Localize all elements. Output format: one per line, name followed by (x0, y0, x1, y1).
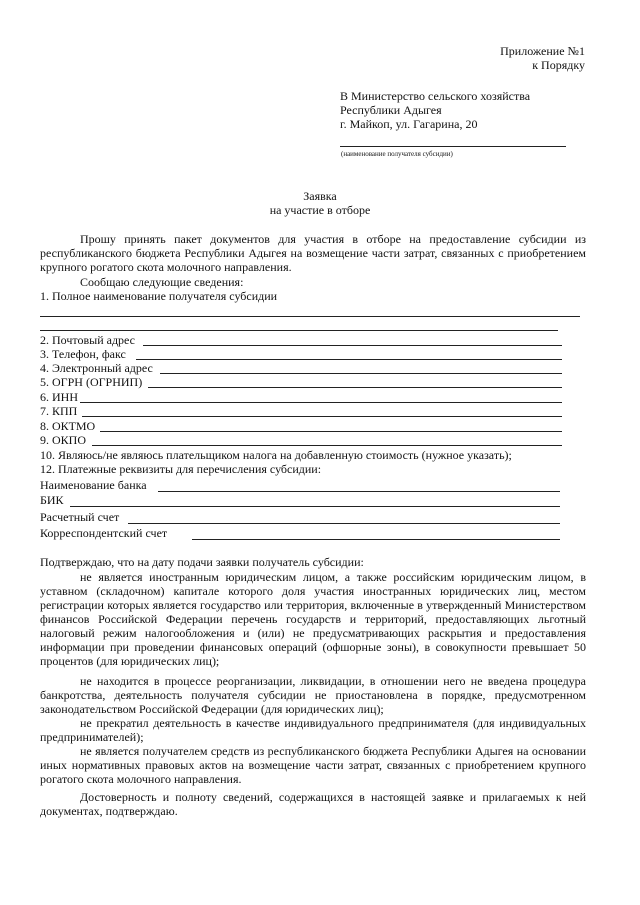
bank-name-line[interactable] (158, 491, 560, 492)
request-paragraph: Прошу принять пакет документов для участия в отборе на предоставление субсидии из республиканского бюджета Республики Адыгея на возмещение части затрат, связанных с приобретением крупного рогатого скота молочного направления. (40, 232, 586, 274)
postal-address-line[interactable] (143, 345, 562, 346)
recipient-caption: (наименование получателя субсидии) (341, 150, 453, 158)
appendix-number: Приложение №1 (500, 44, 585, 58)
confirm-lead: Подтверждаю, что на дату подачи заявки получатель субсидии: (40, 555, 364, 569)
document-subtitle: на участие в отборе (269, 203, 371, 217)
field-okpo (40, 433, 86, 447)
field-oktmo-label: 8. ОКТМО (40, 419, 96, 433)
addressee-line-1: В Министерство сельского хозяйства (340, 89, 531, 103)
field-inn (40, 390, 78, 404)
addressee-block (340, 89, 530, 131)
confirm-paragraph-3: не прекратил деятельность в качестве индивидуального предпринимателя (для индивидуальных предпринимателей); (40, 716, 586, 744)
field-account (40, 510, 119, 524)
field-postal-address-label: 2. Почтовый адрес (40, 333, 136, 347)
confirm-paragraph-5: Достоверность и полноту сведений, содержащихся в настоящей заявке и прилагаемых к ней документах, подтверждаю. (40, 790, 586, 818)
okpo-line[interactable] (92, 445, 562, 446)
field-phone (40, 347, 126, 361)
bik-line[interactable] (70, 506, 560, 507)
field-email-label: 4. Электронный адрес (40, 361, 153, 375)
account-line[interactable] (128, 523, 560, 524)
kpp-line[interactable] (82, 416, 562, 417)
field-corr-account (40, 526, 167, 540)
field-account-label: Расчетный счет (40, 510, 120, 524)
field-phone-label: 3. Телефон, факс (40, 347, 126, 361)
field-payment-details (40, 462, 321, 476)
info-lead: Сообщаю следующие сведения: (80, 275, 244, 289)
addressee-line-3: г. Майкоп, ул. Гагарина, 20 (340, 117, 478, 131)
ogrn-line[interactable] (148, 387, 562, 388)
phone-line[interactable] (136, 359, 562, 360)
field-full-name (40, 289, 277, 303)
corr-account-line[interactable] (192, 539, 560, 540)
field-okpo-label: 9. ОКПО (40, 433, 87, 447)
field-ogrn-label: 5. ОГРН (ОГРНИП) (40, 375, 143, 389)
full-name-line-1[interactable] (40, 316, 580, 317)
field-oktmo (40, 419, 95, 433)
oktmo-line[interactable] (100, 431, 562, 432)
field-payment-details-label: 12. Платежные реквизиты для перечисления субсидии: (40, 462, 322, 476)
confirm-paragraph-4: не является получателем средств из республиканского бюджета Республики Адыгея на основании иных нормативных правовых актов на возмещение части затрат, связанных с приобретением крупного рогатого скота молочного направления. (40, 744, 586, 786)
field-vat-status-label: 10. Являюсь/не являюсь плательщиком налога на добавленную стоимость (нужное указать); (40, 448, 512, 462)
addressee-line-2: Республики Адыгея (340, 103, 442, 117)
appendix-block (500, 44, 585, 72)
full-name-line-2[interactable] (40, 330, 558, 331)
field-kpp (40, 404, 77, 418)
inn-line[interactable] (80, 402, 562, 403)
field-bank-name-label: Наименование банка (40, 478, 147, 492)
field-email (40, 361, 153, 375)
field-vat-status (40, 448, 512, 462)
field-bik-label: БИК (40, 493, 64, 507)
field-inn-label: 6. ИНН (40, 390, 78, 404)
field-ogrn (40, 375, 142, 389)
field-bik (40, 493, 64, 507)
field-full-name-label: 1. Полное наименование получателя субсидии (40, 289, 278, 303)
recipient-name-line[interactable] (340, 146, 566, 147)
field-kpp-label: 7. КПП (40, 404, 78, 418)
confirm-paragraph-1: не является иностранным юридическим лицом, а также российским юридическим лицом, в уставном (складочном) капитале которого доля участия иностранных юридических лиц, местом регистрации которых является государство или территория, включенные в утвержденный Министерством финансов Российской Федерации перечень государств и территорий, предоставляющих льготный налоговый режим налогообложения и (или) не предусматривающих раскрытия и предоставления информации при проведении финансовых операций (офшорные зоны), в совокупности превышает 50 процентов (для юридических лиц); (40, 570, 586, 668)
appendix-reference: к Порядку (532, 58, 585, 72)
field-postal-address (40, 333, 135, 347)
email-line[interactable] (160, 373, 562, 374)
field-corr-account-label: Корреспондентский счет (40, 526, 168, 540)
field-bank-name (40, 478, 147, 492)
confirm-paragraph-2: не находится в процессе реорганизации, ликвидации, в отношении него не введена процедура банкротства, деятельность получателя субсидии не приостановлена в порядке, предусмотренном законодательством Российской Федерации (для юридических лиц); (40, 674, 586, 716)
document-title: Заявка (303, 189, 337, 203)
